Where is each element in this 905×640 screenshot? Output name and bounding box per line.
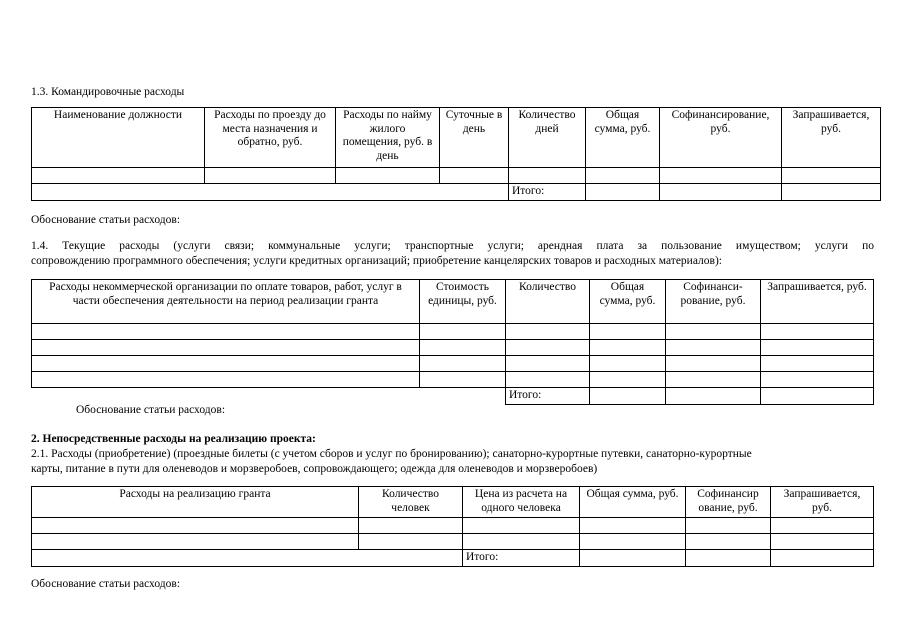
section-2-1-intro-line1: 2.1. Расходы (приобретение) (проездные билеты (с учетом сборов и услуг по бронированию); санаторно-курортные путевки, санаторно-курортные (31, 448, 752, 460)
section-2-heading: 2. Непосредственные расходы на реализацию проекта: (31, 433, 316, 445)
col-header-total-sum: Общая сумма, руб. (586, 108, 660, 168)
col-header-days: Количество дней (509, 108, 586, 168)
col-header-requested: Запрашивается, руб. (761, 280, 874, 324)
justification-2-1: Обоснование статьи расходов: (31, 578, 181, 590)
section-2-1-intro-line2: карты, питание в пути для оленеводов и морзверобоев, сопровождающего; одежда для оленеводов и морзверобоев) (31, 463, 598, 475)
total-row (32, 388, 874, 405)
col-header-housing-costs: Расходы по найму жилого помещения, руб. в день (336, 108, 440, 168)
current-expenses-table (31, 279, 874, 405)
col-header-nko-expenses: Расходы некоммерческой организации по оплате товаров, работ, услуг в части обеспечения деятельности на период реализации гранта (32, 280, 420, 324)
table-row (32, 168, 881, 184)
total-row (32, 550, 874, 567)
col-header-price-per-person: Цена из расчета на одного человека (463, 487, 580, 518)
col-header-unit-cost: Стоимость единицы, руб. (420, 280, 506, 324)
section-1-4-intro-line2: сопровождению программного обеспечения; услуги кредитных организаций; приобретение канцелярских товаров и расходных материалов): (31, 255, 722, 267)
col-header-grant-expenses: Расходы на реализацию гранта (32, 487, 359, 518)
table-row (32, 534, 874, 550)
col-header-cofinancing: Софинансирование, руб. (660, 108, 782, 168)
table-row (32, 372, 874, 388)
total-label: Итого: (463, 550, 580, 567)
total-label: Итого: (506, 388, 590, 405)
col-header-total-sum: Общая сумма, руб. (590, 280, 666, 324)
table-row (32, 340, 874, 356)
col-header-requested: Запрашивается, руб. (782, 108, 881, 168)
total-row (32, 184, 881, 201)
col-header-quantity: Количество (506, 280, 590, 324)
table-row (32, 356, 874, 372)
col-header-total-sum: Общая сумма, руб. (580, 487, 686, 518)
col-header-position: Наименование должности (32, 108, 205, 168)
col-header-requested: Запрашивается, руб. (771, 487, 874, 518)
table-row (32, 518, 874, 534)
section-1-4-intro-line1: 1.4. Текущие расходы (услуги связи; коммунальные услуги; транспортные услуги; арендная плата за пользование имуществом; услуги по (31, 240, 874, 252)
col-header-travel-costs: Расходы по проезду до места назначения и обратно, руб. (205, 108, 336, 168)
business-trip-expenses-table (31, 107, 881, 201)
col-header-people-count: Количество человек (359, 487, 463, 518)
col-header-cofinancing: Софинанси-рование, руб. (666, 280, 761, 324)
project-expenses-table (31, 486, 874, 567)
section-1-3-title: 1.3. Командировочные расходы (31, 86, 185, 98)
justification-1-4: Обоснование статьи расходов: (76, 404, 226, 416)
total-label: Итого: (509, 184, 586, 201)
col-header-cofinancing: Софинансир ование, руб. (686, 487, 771, 518)
justification-1-3: Обоснование статьи расходов: (31, 214, 181, 226)
col-header-per-diem: Суточные в день (440, 108, 509, 168)
table-row (32, 324, 874, 340)
